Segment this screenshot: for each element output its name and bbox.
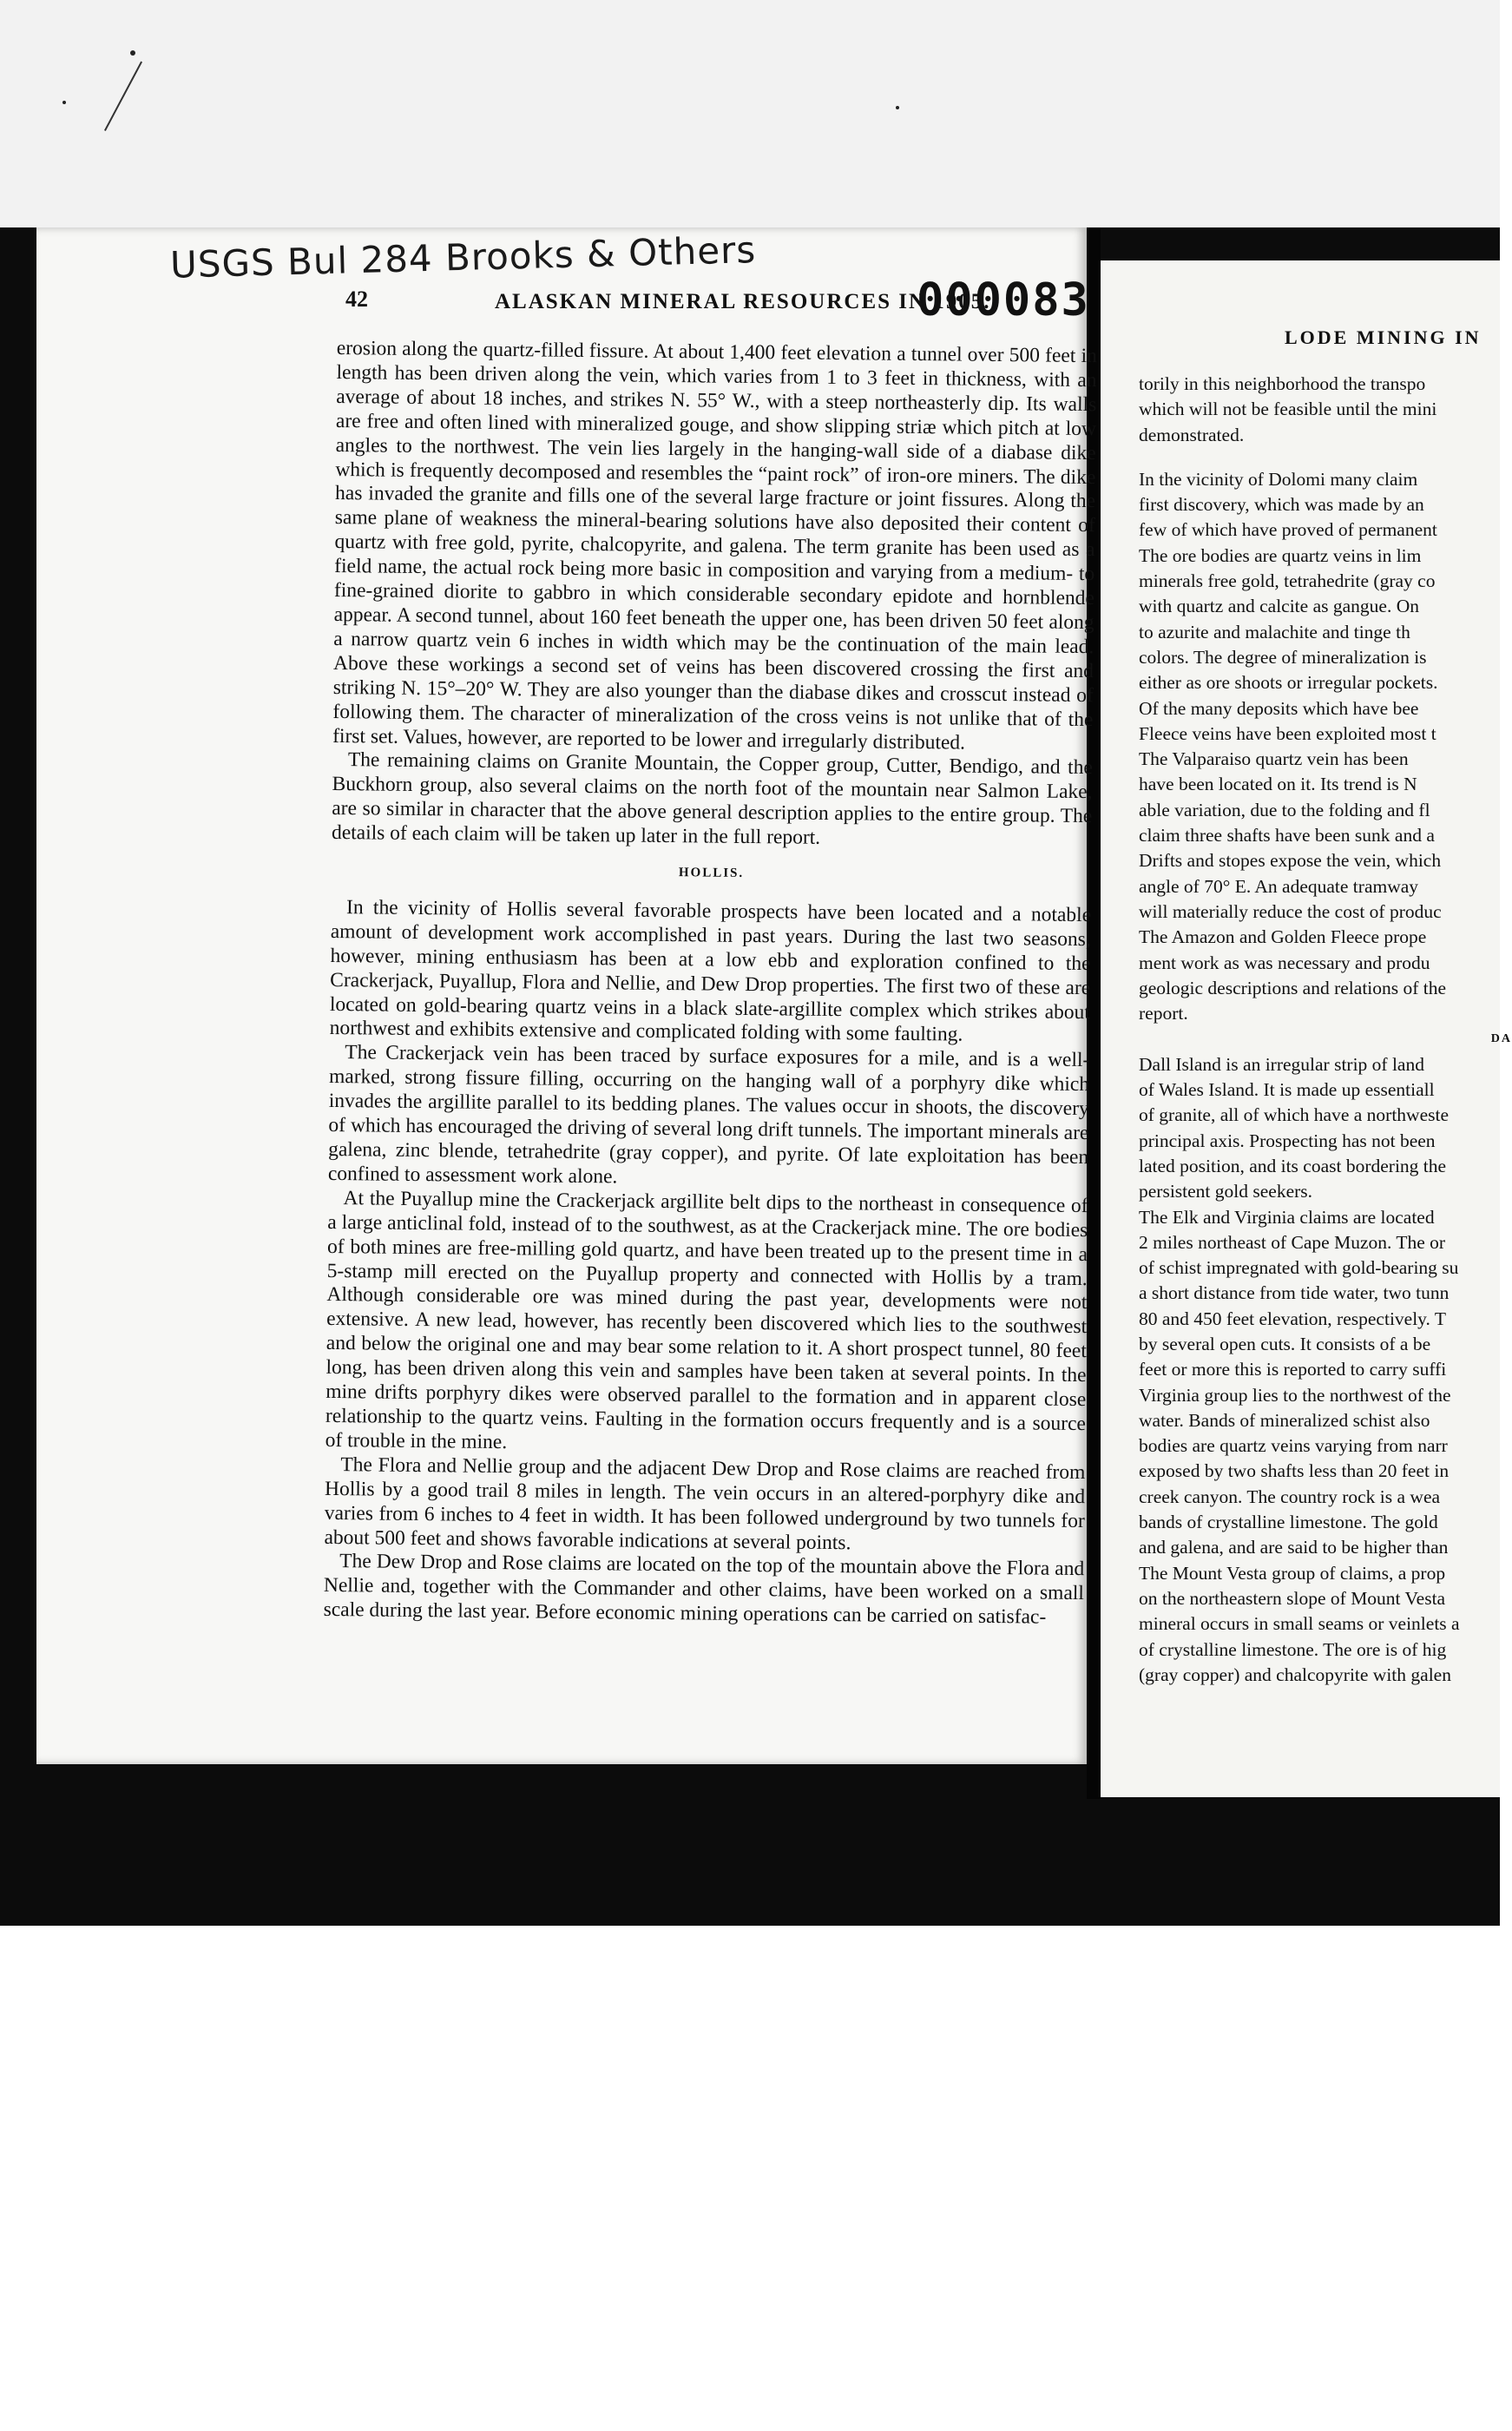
- text-line: The Elk and Virginia claims are located: [1139, 1206, 1435, 1228]
- text-line: In the vicinity of Dolomi many claim: [1139, 468, 1418, 490]
- text-line: colors. The degree of mineralization is: [1139, 646, 1427, 668]
- text-line: of Wales Island. It is made up essentiall: [1139, 1079, 1435, 1101]
- text-line: feet or more this is reported to carry suffi: [1139, 1359, 1447, 1380]
- text-line: of crystalline limestone. The ore is of hig: [1139, 1638, 1447, 1660]
- running-title: ALASKAN MINERAL RESOURCES IN 1905.: [495, 290, 991, 313]
- scan-top-margin: [0, 0, 1500, 227]
- text-line: a short distance from tide water, two tunn: [1139, 1282, 1450, 1304]
- text-line: torily in this neighborhood the transpo: [1139, 373, 1426, 394]
- left-text-column: [323, 337, 1096, 1631]
- text-line: mineral occurs in small seams or veinlets a: [1139, 1613, 1460, 1635]
- paragraph: The remaining claims on Granite Mountain, the Copper group, Cutter, Bendigo, and the Buckhorn group, also several claims on the north foot of the mountain near Salmon Lake, are so similar in character that the above general description applies to the entire group. The details of each claim will be taken up later in the full report.: [331, 748, 1093, 849]
- handwritten-note: USGS Bul 284 Brooks & Others: [169, 228, 757, 287]
- dust-speck: [896, 106, 899, 109]
- text-line: able variation, due to the folding and fl: [1139, 799, 1430, 820]
- text-line: Drifts and stopes expose the vein, which: [1139, 850, 1442, 872]
- text-line: 80 and 450 feet elevation, respectively. T: [1139, 1308, 1447, 1329]
- text-line: few of which have proved of permanent: [1139, 519, 1437, 541]
- text-line: claim three shafts have been sunk and a: [1139, 825, 1435, 847]
- paragraph: The Crackerjack vein has been traced by surface exposures for a mile, and is a well-marked, strong fissure filling, occurring on the hanging wall of a porphyry dike which invades the argillite parallel to its bedding planes. The values occur in shoots, the discovery of which has encouraged the driving of several long drift tunnels. The important minerals are galena, zinc blende, tetrahedrite (gray copper), and pyrite. Of late exploitation has been confined to assessment work alone.: [327, 1041, 1090, 1189]
- text-line: ment work as was necessary and produ: [1139, 952, 1430, 973]
- text-line: The Amazon and Golden Fleece prope: [1139, 926, 1427, 948]
- text-line: either as ore shoots or irregular pockets.: [1139, 672, 1438, 694]
- text-line: lated position, and its coast bordering the: [1139, 1155, 1447, 1176]
- text-line: bodies are quartz veins varying from narr: [1139, 1435, 1448, 1457]
- text-line: Fleece veins have been exploited most t: [1139, 722, 1436, 744]
- paragraph: The Dew Drop and Rose claims are located on the top of the mountain above the Flora and Nellie and, together with the Commander and other claims, have been worked on a small scale during the last year. Before economic mining operations can be carried on satisfac-: [323, 1550, 1085, 1629]
- text-line: to azurite and malachite and tinge th: [1139, 621, 1410, 642]
- paragraph: In the vicinity of Hollis several favorable prospects have been located and a notable amount of development work accomplished in past years. During the last two seasons, however, mining enthusiasm has been at a low ebb and exploration confined to the Crackerjack, Puyallup, Flora and Nellie, and Dew Drop properties. The first two of these are located on gold-bearing quartz veins in a black slate-argillite complex which strikes about northwest and exhibits extensive and complicated folding with some faulting.: [329, 896, 1092, 1047]
- section-heading: HOLLIS.: [678, 866, 745, 880]
- text-line: exposed by two shafts less than 20 feet in: [1139, 1460, 1450, 1482]
- text-line: 2 miles northeast of Cape Muzon. The or: [1139, 1231, 1446, 1253]
- text-line: will materially reduce the cost of produc: [1139, 900, 1442, 922]
- text-line: of granite, all of which have a northweste: [1139, 1104, 1450, 1126]
- paragraph: erosion along the quartz-filled fissure. At about 1,400 feet elevation a tunnel over 500 feet in length has been driven along the vein, which varies from 1 to 3 feet in thickness, with an average of about 18 inches, and strikes N. 55° W., with a steep northeasterly dip. Its walls are free and often lined with mineralized gouge, and show slipping striæ which pitch at low angles to the northwest. The vein lies largely in the hanging-wall side of a diabase dike which is frequently decomposed and resembles the “paint rock” of iron-ore miners. The dike has invaded the granite and fills one of the several large fracture or joint fissures. Along the same plane of weakness the mineral-bearing solutions have also deposited their content of quartz with free gold, pyrite, chalcopyrite, and galena. The term granite has been used as a field name, the actual rock being more basic in composition and varying from a medium- to fine-grained diorite to gabbro in which considerable secondary epidote and hornblende appear. A second tunnel, about 160 feet beneath the upper one, has been driven 50 feet along a narrow quartz vein 6 inches in width which may be the continuation of the main lead. Above these workings a second set of veins has been discovered crossing the first and striking N. 15°–20° W. They are also younger than the diabase dikes and crosscut instead of following them. The character of mineralization of the cross veins is not unlike that of the first set. Values, however, are reported to be lower and irregularly distributed.: [332, 337, 1097, 754]
- paragraph: The Flora and Nellie group and the adjacent Dew Drop and Rose claims are reached from Hollis by a good trail 8 miles in length. The vein occurs in an altered-porphyry dike and varies from 6 inches to 4 feet in width. It has been followed underground by two tunnels for about 500 feet and shows favorable indications at several points.: [324, 1453, 1086, 1554]
- text-line: Dall Island is an irregular strip of land: [1139, 1053, 1424, 1075]
- text-line: The ore bodies are quartz veins in lim: [1139, 544, 1422, 566]
- text-line: The Mount Vesta group of claims, a prop: [1139, 1562, 1446, 1584]
- text-line: and galena, and are said to be higher than: [1139, 1537, 1449, 1558]
- dust-speck: [130, 50, 135, 56]
- text-line: bands of crystalline limestone. The gold: [1139, 1512, 1438, 1533]
- page-number: 42: [345, 287, 368, 312]
- text-line: The Valparaiso quartz vein has been: [1139, 748, 1409, 770]
- text-line: geologic descriptions and relations of the: [1139, 977, 1447, 998]
- text-line: principal axis. Prospecting has not been: [1139, 1130, 1436, 1151]
- text-line: Virginia group lies to the northwest of the: [1139, 1384, 1451, 1406]
- text-line: water. Bands of mineralized schist also: [1139, 1409, 1430, 1431]
- text-line: Of the many deposits which have bee: [1139, 697, 1419, 719]
- text-line: (gray copper) and chalcopyrite with galen: [1139, 1663, 1451, 1685]
- right-running-head: LODE MINING IN: [1285, 326, 1482, 348]
- text-line: angle of 70° E. An adequate tramway: [1139, 875, 1419, 897]
- dust-speck: [62, 101, 66, 104]
- text-line: persistent gold seekers.: [1139, 1181, 1313, 1202]
- right-sub-heading: DA: [1490, 1032, 1512, 1046]
- text-line: which will not be feasible until the mini: [1139, 399, 1437, 420]
- text-line: report.: [1139, 1003, 1188, 1024]
- text-line: have been located on it. Its trend is N: [1139, 774, 1417, 795]
- text-line: demonstrated.: [1139, 424, 1245, 445]
- right-text-column: [1139, 372, 1512, 1688]
- text-line: on the northeastern slope of Mount Vesta: [1139, 1587, 1446, 1609]
- text-line: by several open cuts. It consists of a be: [1139, 1333, 1431, 1354]
- text-line: minerals free gold, tetrahedrite (gray co: [1139, 570, 1436, 592]
- text-line: first discovery, which was made by an: [1139, 494, 1424, 516]
- text-line: creek canyon. The country rock is a wea: [1139, 1486, 1441, 1507]
- text-line: of schist impregnated with gold-bearing su: [1139, 1257, 1459, 1279]
- stamp-number: 000083: [917, 274, 1090, 326]
- text-line: with quartz and calcite as gangue. On: [1139, 596, 1419, 617]
- paragraph: At the Puyallup mine the Crackerjack argillite belt dips to the northeast in consequence of a large anticlinal fold, instead of to the southwest, as at the Crackerjack mine. The ore bodies of both mines are free-milling gold quartz, and have been treated up to the present time in a 5-stamp mill erected on the Puyallup property and connected with Hollis by a tram. Although considerable ore was mined during the past year, developments were not extensive. A new lead, however, has recently been discovered which lies to the southwest and below the original one and may bear some relation to it. A short prospect tunnel, 80 feet long, has been driven along this vein and samples have been taken at several points. In the mine drifts porphyry dikes were observed parallel to the formation and in apparent close relationship to the quartz veins. Faulting in the formation occurs frequently and is a source of trouble in the mine.: [325, 1186, 1088, 1453]
